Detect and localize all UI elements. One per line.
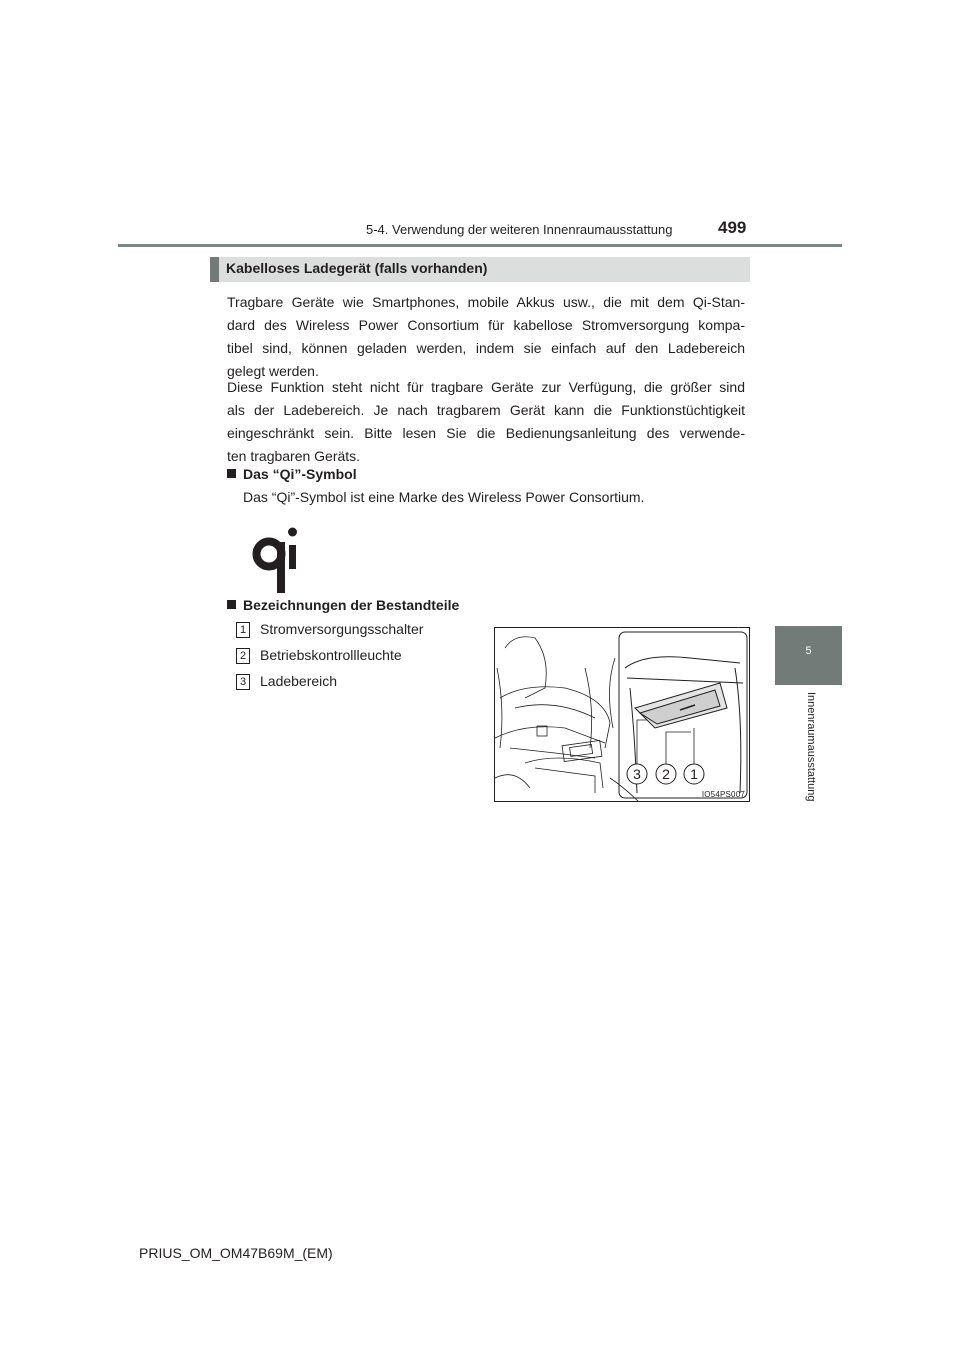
running-header: 5-4. Verwendung der weiteren Innenraumausstattung <box>366 222 673 237</box>
chapter-side-label <box>803 692 817 832</box>
paragraph-line: als der Ladebereich. Je nach tragbarem Gerät kann die Funktionstüchtigkeit <box>227 402 745 418</box>
callout-1: 1 <box>690 766 698 782</box>
list-item <box>236 673 338 693</box>
list-item <box>236 621 424 641</box>
figure-code: IO54PS007 <box>701 790 745 799</box>
part-number-badge: 1 <box>236 622 250 638</box>
console-drawing <box>495 628 750 802</box>
paragraph-line: Tragbare Geräte wie Smartphones, mobile Akkus usw., die mit dem Qi-Stan- <box>227 294 745 310</box>
qi-symbol-description: Das “Qi”-Symbol ist eine Marke des Wireless Power Consortium. <box>243 489 645 505</box>
part-label: Stromversorgungsschalter <box>260 621 424 637</box>
square-bullet-icon <box>227 469 236 478</box>
section-title: Kabelloses Ladegerät (falls vorhanden) <box>226 260 488 276</box>
callout-2: 2 <box>662 766 670 782</box>
part-label: Ladebereich <box>260 673 338 689</box>
square-bullet-icon <box>227 600 236 609</box>
chapter-label-text: Innenraumausstattung <box>805 692 817 802</box>
header-divider <box>118 244 842 247</box>
document-id: PRIUS_OM_OM47B69M_(EM) <box>139 1245 333 1261</box>
paragraph-line: eingeschränkt sein. Bitte lesen Sie die Bedienungsanleitung des verwende- <box>227 425 745 441</box>
callout-3: 3 <box>633 766 641 782</box>
part-number-badge: 2 <box>236 648 250 664</box>
components-heading <box>227 597 459 613</box>
charger-illustration <box>494 627 750 802</box>
paragraph-line: dard des Wireless Power Consortium für kabellose Stromversorgung kompa- <box>227 317 745 333</box>
list-item <box>236 647 402 667</box>
section-heading-bar <box>210 257 750 282</box>
paragraph-line: Diese Funktion steht nicht für tragbare Geräte zur Verfügung, die größer sind <box>227 379 745 395</box>
qi-symbol-heading <box>227 466 357 482</box>
qi-logo-icon <box>252 527 298 593</box>
paragraph-line: gelegt werden. <box>227 363 319 379</box>
limitation-paragraph <box>227 376 745 468</box>
part-label: Betriebskontrollleuchte <box>260 647 402 663</box>
paragraph-line: tibel sind, können geladen werden, indem sie einfach auf den Ladebereich <box>227 340 745 356</box>
paragraph-line: ten tragbaren Geräts. <box>227 448 361 464</box>
qi-heading-text: Das “Qi”-Symbol <box>243 466 357 482</box>
chapter-number: 5 <box>805 645 812 657</box>
section-bar-accent <box>210 257 219 282</box>
page-number: 499 <box>718 218 747 237</box>
components-heading-text: Bezeichnungen der Bestandteile <box>243 597 460 613</box>
part-number-badge: 3 <box>236 674 250 690</box>
chapter-tab <box>775 626 842 685</box>
intro-paragraph <box>227 291 745 383</box>
